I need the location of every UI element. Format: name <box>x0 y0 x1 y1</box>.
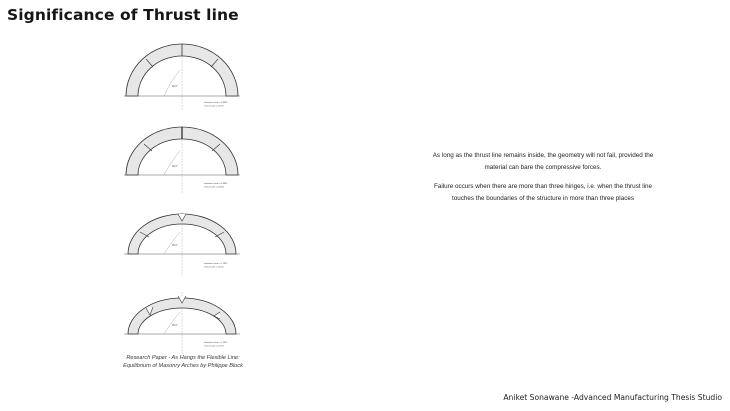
svg-text:90.0°: 90.0° <box>172 165 178 168</box>
svg-text:90.0°: 90.0° <box>172 85 178 88</box>
arch-diagram-1 <box>100 40 260 115</box>
svg-text:90.0°: 90.0° <box>172 324 178 327</box>
figure-caption <box>88 354 278 370</box>
arch-1-label-bottom: Thrust factor = 0.4575 <box>204 105 224 108</box>
caption-line-1: Research Paper - As Hangs the Flexible Line: <box>126 355 240 361</box>
footer-credit: Aniket Sonawane -Advanced Manufacturing Thesis Studio <box>503 393 722 402</box>
paragraph-failure: Failure occurs when there are more than three hinges, i.e. when the thrust line touches the boundaries of the structure in more than three places <box>433 183 653 202</box>
arch-diagram-3 <box>100 206 260 281</box>
slide-title: Significance of Thrust line <box>7 6 239 24</box>
paragraph-thrust-line: As long as the thrust line remains inside, the geometry will not fail, provided the material can bare the compressive forces. <box>432 152 654 171</box>
arch-4-label-top: Geometric factor = 1.1876 <box>204 342 228 344</box>
arch-2-label-top: Geometric factor = 0.8809 <box>204 183 228 185</box>
arch-figure-4 <box>100 286 260 361</box>
arch-1-label-top: Geometric factor = 0.8809 <box>204 102 228 104</box>
arch-4-label-bottom: Thrust factor = 0.5574 <box>204 345 224 348</box>
arch-figure-1 <box>100 40 260 115</box>
arch-3-label-top: Geometric factor = 1.1876 <box>204 263 228 265</box>
arch-3-label-bottom: Thrust factor = 0.4576 <box>204 266 224 269</box>
arch-figure-3 <box>100 206 260 281</box>
explanation-text <box>432 150 654 212</box>
arch-figure-2 <box>100 123 260 198</box>
arch-diagram-4 <box>100 286 260 361</box>
caption-line-2: Equilibrium of Masonry Arches by Philippe Block <box>123 363 243 369</box>
arch-diagram-2 <box>100 123 260 198</box>
arch-2-label-bottom: Thrust factor = 0.5544 <box>204 186 224 189</box>
svg-text:90.0°: 90.0° <box>172 244 178 247</box>
